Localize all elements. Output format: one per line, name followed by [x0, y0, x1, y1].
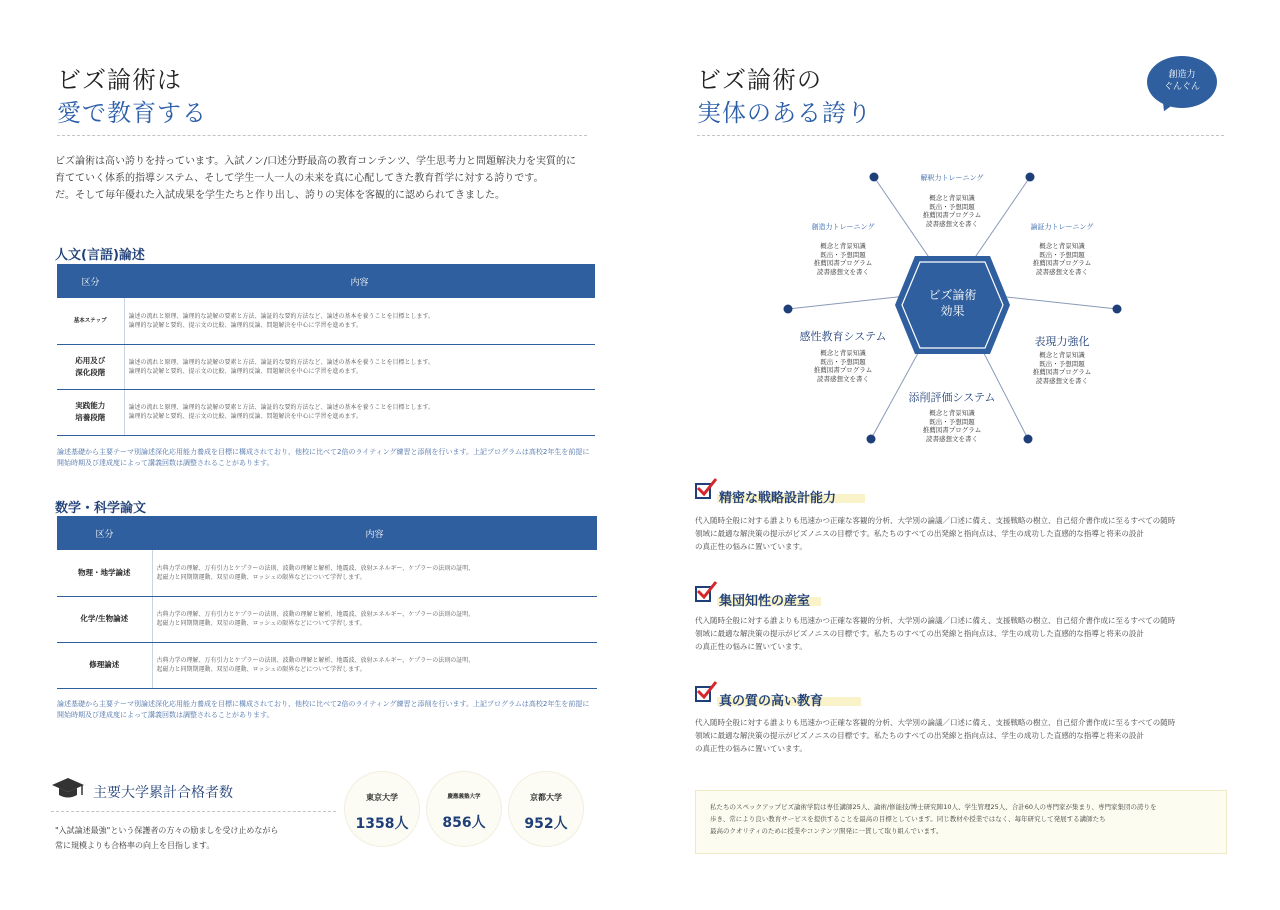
results-description: "入試論述最強"という保護者の方々の励ましを受け止めながら 常に規模よりも合格率の向上を目指します。 [55, 826, 279, 850]
university-name: 京都大学 [530, 793, 562, 802]
row-description: 論述の流れと原理、論理的な読解の要素と方法、論証的な要約方法など、論述の基本を養うことを目標とします。 論理的な読解と要約、提示文の比較、論理的反論、問題解決を中心に学習を進めます。 [124, 298, 595, 344]
table-row [57, 389, 595, 435]
table-header-category: 区分 [57, 264, 124, 298]
university-count: 952人 [524, 816, 568, 832]
section2-note: 論述基礎から主要テーマ別論述深化応用能力養成を目標に構成されており、他校に比べて2倍のライティング練習と添削を行います。上記プログラムは高校2年生を前提に 開始時期及び達成度によって講義回数は調整されることがあります。 [57, 700, 590, 719]
university-badge [509, 772, 583, 846]
node-bottom-title: 添削評価システム [908, 391, 996, 404]
node-lower-left-list: 概念と背景知識 既出・予想問題 推薦図書プログラム 読書感想文を書く [813, 349, 873, 383]
diagram-hub-label: ビズ論術 効果 [928, 288, 977, 318]
node-top-list: 概念と背景知識 既出・予想問題 推薦図書プログラム 読書感想文を書く [922, 194, 982, 228]
section1-title: 人文(言語)論述 [55, 248, 145, 263]
feature-title: 集団知性の産室 [719, 594, 811, 609]
table-header-row [57, 264, 595, 298]
table-row [57, 642, 597, 688]
check-mark-icon [693, 679, 719, 703]
table-header-category: 区分 [57, 516, 152, 550]
summary-box: 私たちのスペックアップビズ論術学院は専任講師25人、論術/修能技/博士研究陣10人、学生管理25人、合計60人の専門家が集まり、専門家集団の誇りを 歩き、常により良い教育サービスを提供することを最高の目標としています。同じ教材や授業ではなく、毎年研究して発展する講師たち 最高のクオリティのために授業やコンテンツ開発に一貫して取り組んでいます。 [695, 790, 1227, 854]
section2-title: 数学・科学論文 [55, 501, 147, 516]
row-category: 物理・地学論述 [57, 550, 152, 596]
university-count: 856人 [442, 815, 486, 831]
university-badge [345, 772, 419, 846]
section1-table [57, 264, 595, 436]
feature-title: 精密な戦略設計能力 [719, 491, 837, 506]
university-name: 東京大学 [366, 793, 398, 802]
row-category: 修理論述 [57, 642, 152, 688]
speech-bubble: 創造力 ぐんぐん [1147, 56, 1217, 108]
feature-text: 代入随時全般に対する誰よりも迅速かつ正確な客観的分析、大学別の論議／口述に備え、支援戦略の樹立、自己紹介書作成に至るすべての随時 領域に最適な解決策の提示がビズノニスの目標です。私たちのすべての出発線と指向点は、学生の成功した直感的な指導と将来の設計 の真正性の悩みに置いています。 [695, 516, 1176, 551]
node-top-title: 解釈力トレーニング [920, 174, 984, 182]
row-category: 化学/生物論述 [57, 596, 152, 642]
table-header-content: 内容 [152, 516, 597, 550]
table-row [57, 344, 595, 389]
left-title-line1: ビズ論術は [57, 66, 182, 94]
row-description: 古典力学の理解、万有引力とケプラーの法則、波動の理解と解析、地震波、放射エネルギー、ケプラーの法則の証明、 起磁力と同期期運動、双星の運動、ロッシュの限界などについて学習します。 [152, 550, 597, 596]
left-title-divider [57, 135, 587, 136]
table-header-content: 内容 [124, 264, 595, 298]
check-mark-icon [693, 579, 719, 603]
right-title-divider [697, 135, 1224, 136]
row-description: 古典力学の理解、万有引力とケプラーの法則、波動の理解と解析、地震波、放射エネルギー、ケプラーの法則の証明、 起磁力と同期期運動、双星の運動、ロッシュの限界などについて学習します。 [152, 596, 597, 642]
university-name: 慶應義塾大学 [447, 794, 481, 800]
university-count: 1358人 [355, 816, 409, 832]
node-lower-left-title: 感性教育システム [799, 330, 887, 343]
row-category: 応用及び 深化段階 [57, 344, 124, 389]
right-title-line2: 実体のある誇り [697, 99, 872, 127]
node-bottom-list: 概念と背景知識 既出・予想問題 推薦図書プログラム 読書感想文を書く [922, 409, 982, 443]
right-title-line1: ビズ論術の [697, 66, 822, 94]
row-description: 論述の流れと原理、論理的な読解の要素と方法、論証的な要約方法など、論述の基本を養うことを目標とします。 論理的な読解と要約、提示文の比較、論理的反論、問題解決を中心に学習を進めます。 [124, 389, 595, 435]
results-divider [51, 811, 336, 812]
table-row [57, 596, 597, 642]
left-title-line2: 愛で教育する [57, 99, 207, 127]
check-mark-icon [693, 476, 719, 500]
left-intro [55, 153, 615, 204]
results-title: 主要大学累計合格者数 [93, 785, 233, 801]
table-row [57, 298, 595, 344]
graduation-cap-icon [51, 776, 85, 802]
table-row [57, 550, 597, 596]
node-lower-right-list: 概念と背景知識 既出・予想問題 推薦図書プログラム 読書感想文を書く [1032, 351, 1092, 385]
row-description: 古典力学の理解、万有引力とケプラーの法則、波動の理解と解析、地震波、放射エネルギー、ケプラーの法則の証明、 起磁力と同期期運動、双星の運動、ロッシュの限界などについて学習します。 [152, 642, 597, 688]
node-upper-left-title: 創造力トレーニング [811, 223, 875, 231]
university-badge [427, 772, 501, 846]
table-header-row [57, 516, 597, 550]
node-upper-left-list: 概念と背景知識 既出・予想問題 推薦図書プログラム 読書感想文を書く [813, 242, 873, 276]
node-lower-right-title: 表現力強化 [1034, 335, 1090, 348]
node-upper-right-title: 論証力トレーニング [1030, 223, 1094, 231]
feature-text: 代入随時全般に対する誰よりも迅速かつ正確な客観的分析、大学別の論議／口述に備え、支援戦略の樹立、自己紹介書作成に至るすべての随時 領域に最適な解決策の提示がビズノニスの目標です。私たちのすべての出発線と指向点は、学生の成功した直感的な指導と将来の設計 の真正性の悩みに置いています。 [695, 718, 1176, 753]
section2-table [57, 516, 597, 689]
intro-line: だ。そして毎年優れた入試成果を学生たちと作り出し、誇りの実体を客観的に認められてきました。 [55, 190, 505, 201]
feature-text: 代入随時全般に対する誰よりも迅速かつ正確な客観的分析、大学別の論議／口述に備え、支援戦略の樹立、自己紹介書作成に至るすべての随時 領域に最適な解決策の提示がビズノニスの目標です。私たちのすべての出発線と指向点は、学生の成功した直感的な指導と将来の設計 の真正性の悩みに置いています。 [695, 616, 1176, 651]
feature-title: 真の質の高い教育 [719, 694, 824, 709]
node-upper-right-list: 概念と背景知識 既出・予想問題 推薦図書プログラム 読書感想文を書く [1032, 242, 1092, 276]
section1-note: 論述基礎から主要テーマ別論述深化応用能力養成を目標に構成されており、他校に比べて2倍のライティング練習と添削を行います。上記プログラムは高校2年生を前提に 開始時期及び達成度によって講義回数は調整されることがあります。 [57, 448, 590, 467]
row-description: 論述の流れと原理、論理的な読解の要素と方法、論証的な要約方法など、論述の基本を養うことを目標とします。 論理的な読解と要約、提示文の比較、論理的反論、問題解決を中心に学習を進めます。 [124, 344, 595, 389]
row-category: 実践能力 培養段階 [57, 389, 124, 435]
row-category: 基本ステップ [57, 298, 124, 344]
intro-line: 育てていく体系的指導システム、そして学生一人一人の未来を真に心配してきた教育哲学に対する誇りです。 [55, 173, 544, 184]
intro-line: ビズ論術は高い誇りを持っています。入試ノン/口述分野最高の教育コンテンツ、学生思考力と問題解決力を実質的に [55, 156, 576, 167]
